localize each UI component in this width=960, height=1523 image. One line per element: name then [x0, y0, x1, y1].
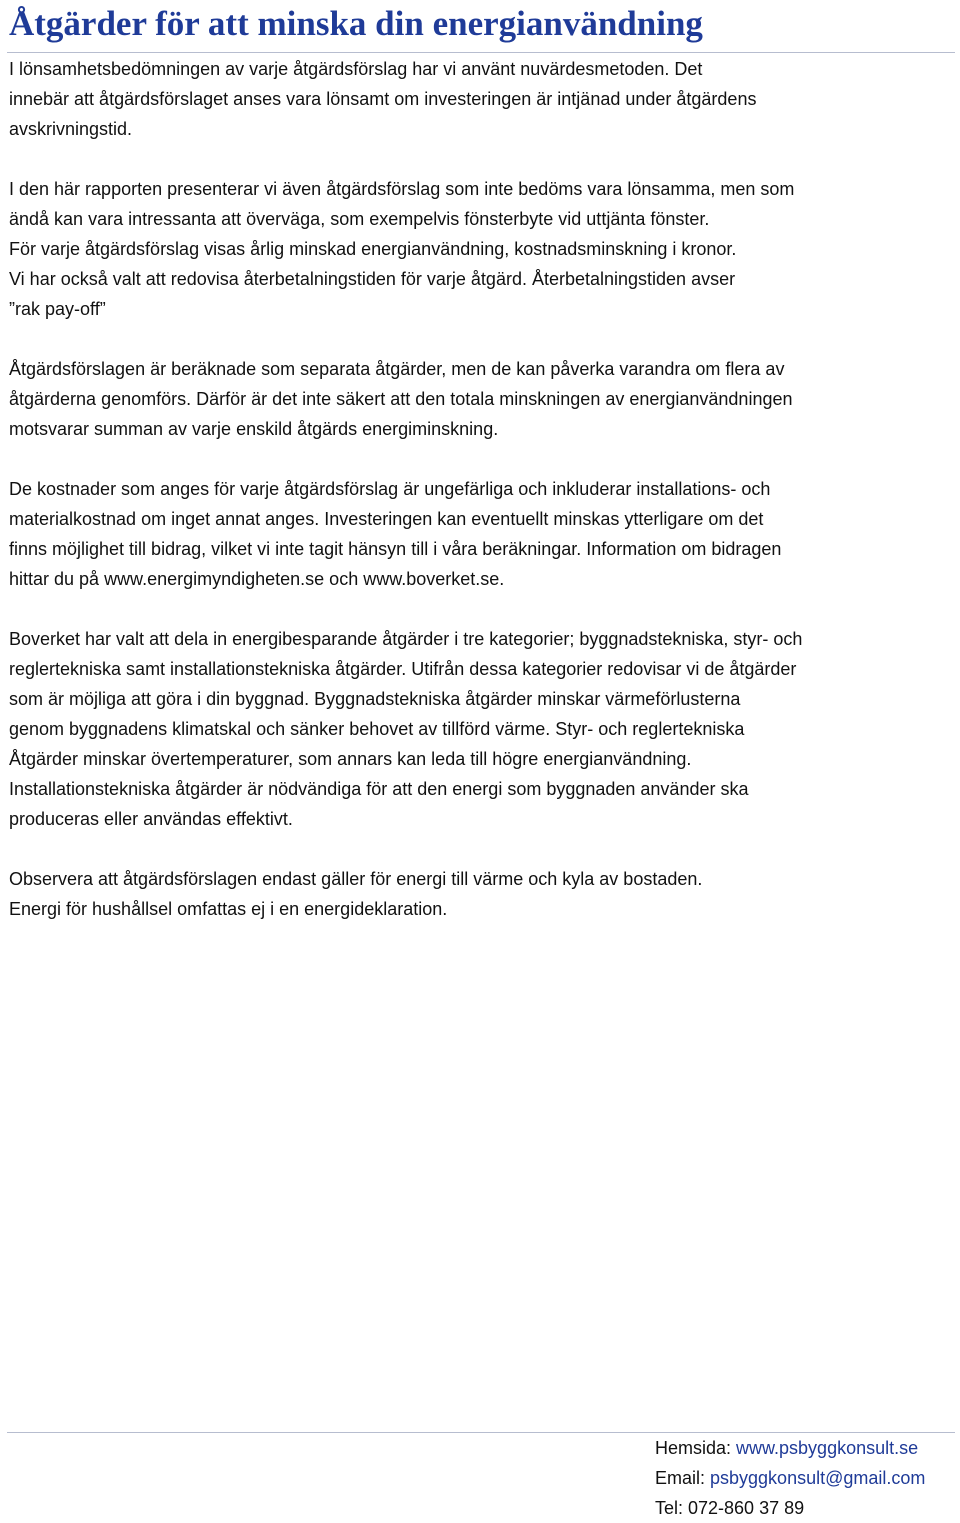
document-body	[9, 54, 949, 924]
paragraph-report-scope	[9, 174, 949, 324]
text-line: För varje åtgärdsförslag visas årlig minskad energianvändning, kostnadsminskning i kronor.	[9, 239, 737, 259]
title-divider	[7, 52, 955, 53]
email-label: Email:	[655, 1468, 711, 1488]
text-line: Boverket har valt att dela in energibesparande åtgärder i tre kategorier; byggnadstekniska, styr- och	[9, 629, 803, 649]
paragraph-categories	[9, 624, 949, 834]
website-link[interactable]: www.psbyggkonsult.se	[736, 1438, 919, 1458]
text-line: genom byggnadens klimatskal och sänker behovet av tillförd värme. Styr- och reglertekniska	[9, 719, 745, 739]
page-title: Åtgärder för att minska din energianvändning	[9, 4, 703, 43]
footer-email	[655, 1463, 925, 1493]
text-line: reglertekniska samt installationstekniska åtgärder. Utifrån dessa kategorier redovisar vi de åtgärder	[9, 659, 797, 679]
paragraph-costs	[9, 474, 949, 594]
text-line: ändå kan vara intressanta att överväga, som exempelvis fönsterbyte vid uttjänta fönster.	[9, 209, 710, 229]
paragraph-gap	[9, 444, 949, 474]
text-line: Installationstekniska åtgärder är nödvändiga för att den energi som byggnaden använder ska	[9, 779, 749, 799]
text-line: De kostnader som anges för varje åtgärdsförslag är ungefärliga och inkluderar installations- och	[9, 479, 771, 499]
contact-footer	[655, 1433, 925, 1523]
website-label: Hemsida:	[655, 1438, 737, 1458]
text-line: Vi har också valt att redovisa återbetalningstiden för varje åtgärd. Återbetalningstiden avser	[9, 269, 736, 289]
text-line: finns möjlighet till bidrag, vilket vi inte tagit hänsyn till i våra beräkningar. Information om bidragen	[9, 539, 782, 559]
footer-website	[655, 1433, 925, 1463]
text-line: hittar du på www.energimyndigheten.se och www.boverket.se.	[9, 569, 505, 589]
text-line: I den här rapporten presenterar vi även åtgärdsförslag som inte bedöms vara lönsamma, men som	[9, 179, 795, 199]
paragraph-gap	[9, 594, 949, 624]
paragraph-gap	[9, 324, 949, 354]
text-line: ”rak pay-off”	[9, 299, 106, 319]
text-line: som är möjliga att göra i din byggnad. Byggnadstekniska åtgärder minskar värmeförlusterna	[9, 689, 741, 709]
text-line: åtgärderna genomförs. Därför är det inte säkert att den totala minskningen av energianvändningen	[9, 389, 793, 409]
paragraph-gap	[9, 144, 949, 174]
text-line: Energi för hushållsel omfattas ej i en energideklaration.	[9, 899, 448, 919]
paragraph-note	[9, 864, 949, 924]
text-line: Observera att åtgärdsförslagen endast gäller för energi till värme och kyla av bostaden.	[9, 869, 703, 889]
text-line: Åtgärdsförslagen är beräknade som separata åtgärder, men de kan påverka varandra om flera av	[9, 359, 785, 379]
text-line: motsvarar summan av varje enskild åtgärds energiminskning.	[9, 419, 499, 439]
email-link[interactable]: psbyggkonsult@gmail.com	[710, 1468, 926, 1488]
text-line: avskrivningstid.	[9, 119, 133, 139]
footer-phone: Tel: 072-860 37 89	[655, 1498, 805, 1518]
text-line: innebär att åtgärdsförslaget anses vara lönsamt om investeringen är intjänad under åtgärdens	[9, 89, 757, 109]
text-line: materialkostnad om inget annat anges. Investeringen kan eventuellt minskas ytterligare om det	[9, 509, 764, 529]
text-line: I lönsamhetsbedömningen av varje åtgärdsförslag har vi använt nuvärdesmetoden. Det	[9, 59, 703, 79]
text-line: Åtgärder minskar övertemperaturer, som annars kan leda till högre energianvändning.	[9, 749, 692, 769]
paragraph-separate-measures	[9, 354, 949, 444]
paragraph-valuation-method	[9, 54, 949, 144]
text-line: produceras eller användas effektivt.	[9, 809, 293, 829]
paragraph-gap	[9, 834, 949, 864]
